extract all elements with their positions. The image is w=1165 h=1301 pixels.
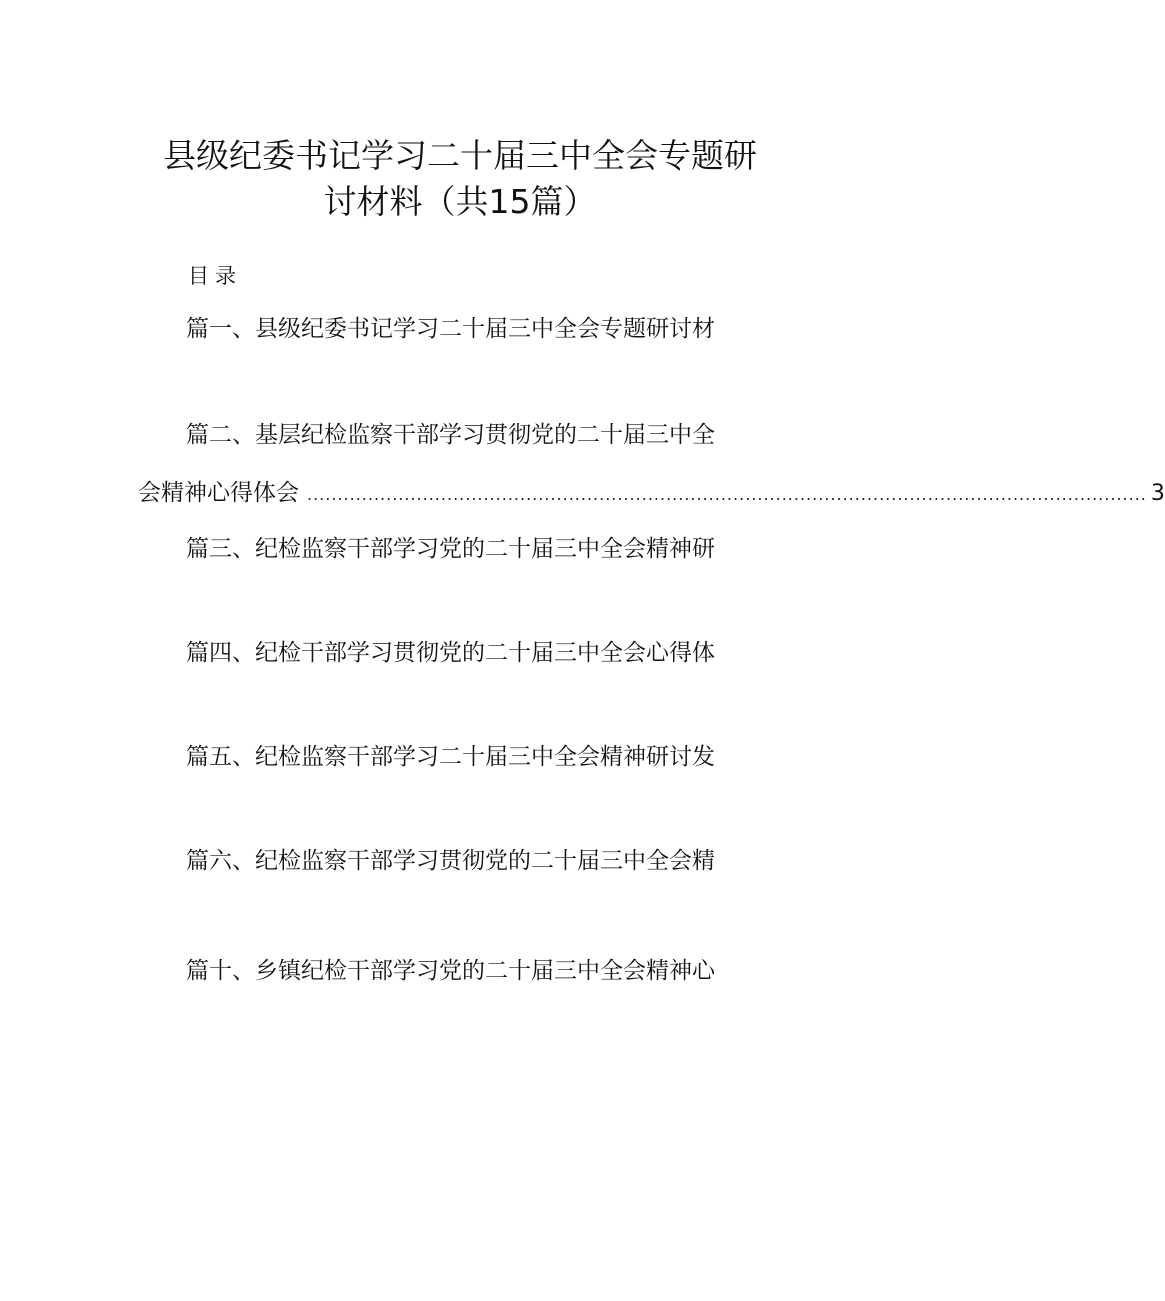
toc-entry-2[interactable]: 篇二、基层纪检监察干部学习贯彻党的二十届三中全	[186, 422, 715, 448]
toc-entry-2-continuation[interactable]	[138, 478, 1165, 510]
toc-heading: 目录	[188, 264, 242, 288]
toc-entry-6[interactable]: 篇六、纪检监察干部学习贯彻党的二十届三中全会精	[186, 848, 715, 874]
toc-entry-3[interactable]: 篇三、纪检监察干部学习党的二十届三中全会精神研	[186, 536, 715, 562]
toc-entry-2-continuation-text: 会精神心得体会	[138, 480, 299, 506]
toc-entry-2-page-number: 3	[1150, 481, 1165, 506]
document-title-line-2: 讨材料（共15篇）	[323, 182, 597, 221]
toc-leader-dots: ..........................................................................................................................................	[307, 485, 1147, 504]
toc-entry-7[interactable]: 篇十、乡镇纪检干部学习党的二十届三中全会精神心	[186, 958, 715, 984]
toc-entry-1[interactable]: 篇一、县级纪委书记学习二十届三中全会专题研讨材	[186, 316, 715, 342]
document-title-line-1: 县级纪委书记学习二十届三中全会专题研	[163, 136, 757, 175]
toc-entry-4[interactable]: 篇四、纪检干部学习贯彻党的二十届三中全会心得体	[186, 640, 715, 666]
toc-entry-5[interactable]: 篇五、纪检监察干部学习二十届三中全会精神研讨发	[186, 744, 715, 770]
